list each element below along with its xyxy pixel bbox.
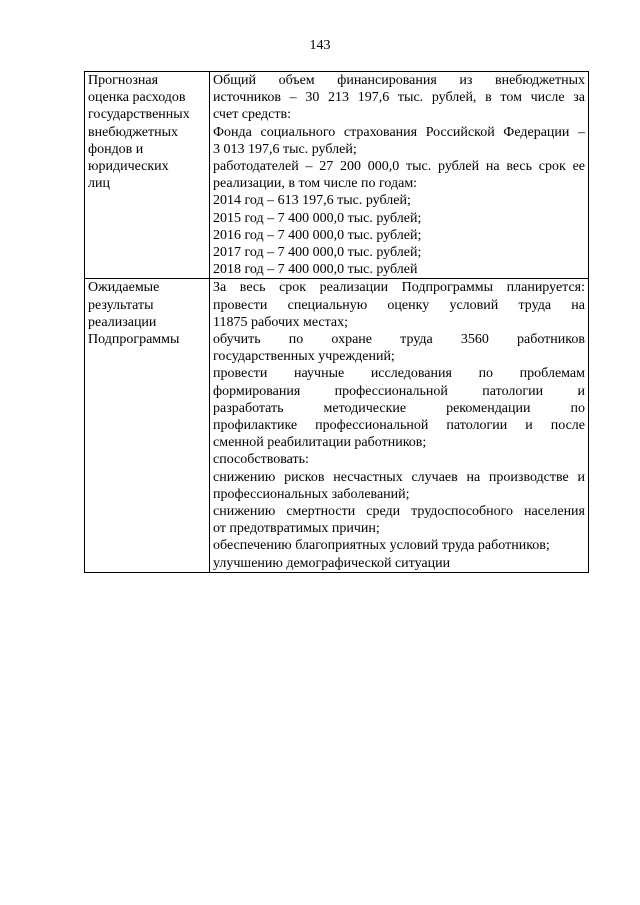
row-label-line: внебюджетных <box>88 124 179 140</box>
row-label-line: реализации <box>88 314 157 330</box>
row-content-line: обучить по охране труда 3560 работников <box>213 332 585 348</box>
row-content-line: 11875 рабочих местах; <box>213 314 349 330</box>
row-content-cell <box>210 72 589 279</box>
row-label-line: оценка расходов <box>88 90 186 106</box>
row-label-line: Прогнозная <box>88 73 159 88</box>
row-content-line: Фонда социального страхования Российской Федерации – <box>213 124 585 140</box>
row-content-line: профилактике профессиональной патологии и после <box>213 418 585 434</box>
row-label-line: фондов и <box>88 141 144 157</box>
row-content-line: снижению смертности среди трудоспособного населения <box>213 504 585 520</box>
row-content-line: 2015 год – 7 400 000,0 тыс. рублей; <box>213 210 422 226</box>
row-content-line: реализации, в том числе по годам: <box>213 176 418 192</box>
row-content-line: За весь срок реализации Подпрограммы планируется: <box>213 280 585 296</box>
row-content-line: способствовать: <box>213 452 309 468</box>
row-content-line: разработать методические рекомендации по <box>213 400 585 416</box>
row-content-line: сменной реабилитации работников; <box>213 435 427 451</box>
subprogram-passport-table <box>84 71 589 573</box>
row-content-line: 2014 год – 613 197,6 тыс. рублей; <box>213 193 411 209</box>
row-content-line: профессиональных заболеваний; <box>213 486 410 502</box>
row-content-line: 2016 год – 7 400 000,0 тыс. рублей; <box>213 227 422 243</box>
row-label-line: лиц <box>88 176 110 192</box>
row-content-cell <box>210 279 589 572</box>
row-content-line: источников – 30 213 197,6 тыс. рублей, в том числе за <box>213 90 585 106</box>
row-label-line: государственных <box>88 107 190 123</box>
row-content-line: Общий объем финансирования из внебюджетных <box>213 73 585 88</box>
row-content-line: обеспечению благоприятных условий труда работников; <box>213 538 550 554</box>
row-content-line: провести специальную оценку условий труда на <box>213 297 585 313</box>
row-content-line: улучшению демографической ситуации <box>213 555 451 571</box>
table-row <box>85 279 589 572</box>
row-label-cell <box>85 279 210 572</box>
row-content-line: от предотвратимых причин; <box>213 521 380 537</box>
row-label-line: юридических <box>88 159 169 175</box>
table-row <box>85 72 589 279</box>
row-content-line: государственных учреждений; <box>213 349 395 365</box>
row-label-cell <box>85 72 210 279</box>
table-body <box>85 72 589 573</box>
row-content-line: 2017 год – 7 400 000,0 тыс. рублей; <box>213 245 422 261</box>
page-number: 143 <box>309 38 331 53</box>
row-content-line: 2018 год – 7 400 000,0 тыс. рублей <box>213 262 418 278</box>
row-label-line: Ожидаемые <box>88 280 160 296</box>
row-content-line: формирования профессиональной патологии и <box>213 383 585 399</box>
row-content-line: работодателей – 27 200 000,0 тыс. рублей на весь срок ее <box>213 159 585 175</box>
row-content-line: счет средств: <box>213 107 292 123</box>
row-content-line: 3 013 197,6 тыс. рублей; <box>213 141 357 157</box>
row-label-line: результаты <box>88 297 154 313</box>
row-label-line: Подпрограммы <box>88 332 180 348</box>
row-content-line: провести научные исследования по проблемам <box>213 366 585 382</box>
row-content-line: снижению рисков несчастных случаев на производстве и <box>213 469 585 485</box>
